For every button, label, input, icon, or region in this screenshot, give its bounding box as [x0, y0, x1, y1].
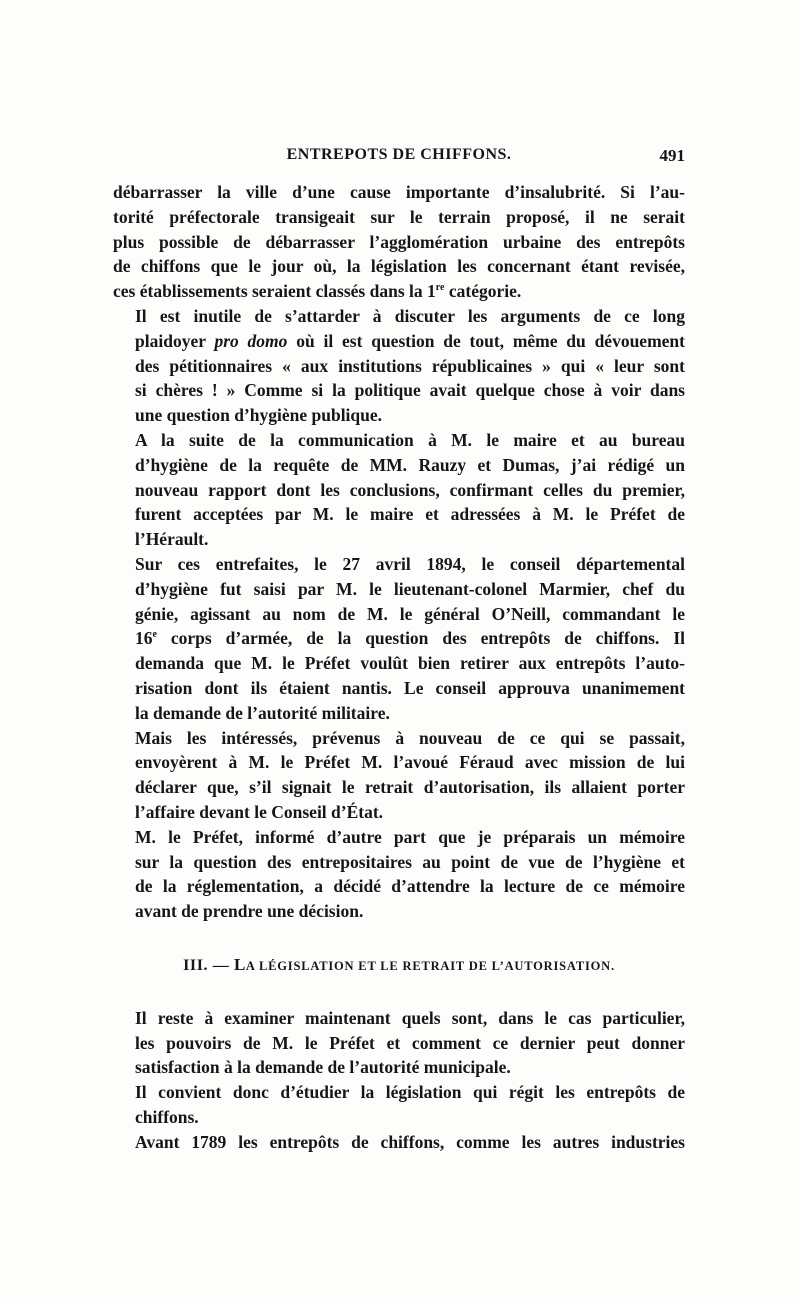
text-line: avant de prendre une décision.: [135, 901, 364, 922]
section-title: A LÉGISLATION ET LE RETRAIT DE L’AUTORISATION.: [245, 958, 615, 973]
text-line: plus possible de débarrasser l’agglomération urbaine des entrepôts: [113, 231, 685, 252]
text-span: où il est question de tout, même du dévouement: [287, 330, 685, 351]
text-line: d’hygiène de la requête de MM. Rauzy et Dumas, j’ai rédigé un: [135, 454, 685, 475]
page-number: 491: [659, 146, 685, 165]
section-title-initial: L: [233, 954, 246, 974]
running-head: [113, 146, 685, 170]
paragraph: [113, 304, 685, 428]
text-line: risation dont ils étaient nantis. Le conseil approuva unanimement: [135, 677, 685, 698]
text-span: ces établissements seraient classés dans la 1: [113, 281, 436, 302]
text-line: déclarer que, s’il signait le retrait d’autorisation, ils allaient porter: [135, 777, 685, 798]
text-span: 16: [135, 628, 153, 649]
text-span: plaidoyer: [135, 330, 215, 351]
text-line: génie, agissant au nom de M. le général O’Neill, commandant le: [135, 603, 685, 624]
superscript: e: [152, 629, 157, 641]
text-line: M. le Préfet, informé d’autre part que je préparais un mémoire: [135, 826, 685, 847]
body-text: [113, 180, 685, 1154]
italic-phrase: pro domo: [214, 330, 288, 351]
text-line: torité préfectorale transigeait sur le terrain proposé, il ne serait: [113, 206, 685, 227]
text-line: [113, 279, 685, 304]
paragraph: [113, 1080, 685, 1130]
text-line: Mais les intéressés, prévenus à nouveau de ce qui se passait,: [135, 727, 685, 748]
text-span: catégorie.: [444, 281, 522, 302]
text-line: chiffons.: [135, 1106, 199, 1127]
text-line: si chères ! » Comme si la politique avait quelque chose à voir dans: [135, 380, 685, 401]
superscript: re: [435, 282, 445, 294]
text-line: Il convient donc d’étudier la législation qui régit les entrepôts de: [135, 1082, 685, 1103]
paragraph: [113, 552, 685, 726]
text-line: de chiffons que le jour où, la législation les concernant étant revisée,: [113, 256, 685, 277]
text-line: Il reste à examiner maintenant quels sont, dans le cas particulier,: [135, 1007, 685, 1028]
paragraph: [113, 825, 685, 924]
paragraph: [113, 1130, 685, 1155]
running-title: ENTREPOTS DE CHIFFONS.: [286, 146, 512, 163]
section-heading: [113, 953, 685, 979]
text-line: [113, 329, 685, 354]
text-line: [113, 626, 685, 651]
text-line: l’Hérault.: [135, 529, 209, 550]
text-line: A la suite de la communication à M. le maire et au bureau: [135, 429, 685, 450]
paragraph: [113, 428, 685, 552]
text-line: Il est inutile de s’attarder à discuter les arguments de ce long: [135, 305, 685, 326]
text-line: nouveau rapport dont les conclusions, confirmant celles du premier,: [135, 479, 685, 500]
text-line: demanda que M. le Préfet voulût bien retirer aux entrepôts l’auto-: [135, 653, 685, 674]
text-line: furent acceptées par M. le maire et adressées à M. le Préfet de: [135, 504, 685, 525]
paragraph: [113, 180, 685, 304]
section-numeral: III. —: [183, 956, 234, 974]
text-line: envoyèrent à M. le Préfet M. l’avoué Féraud avec mission de lui: [135, 752, 685, 773]
text-line: des pétitionnaires « aux institutions républicaines » qui « leur sont: [135, 355, 685, 376]
text-line: la demande de l’autorité militaire.: [135, 702, 390, 723]
paragraph: [113, 1006, 685, 1080]
text-line: les pouvoirs de M. le Préfet et comment ce dernier peut donner: [135, 1032, 685, 1053]
text-line: une question d’hygiène publique.: [135, 405, 383, 426]
text-line: sur la question des entrepositaires au point de vue de l’hygiène et: [135, 851, 685, 872]
text-line: Avant 1789 les entrepôts de chiffons, comme les autres industries: [135, 1131, 685, 1152]
text-line: de la réglementation, a décidé d’attendre la lecture de ce mémoire: [135, 876, 685, 897]
text-line: Sur ces entrefaites, le 27 avril 1894, le conseil départemental: [135, 553, 685, 574]
text-line: satisfaction à la demande de l’autorité municipale.: [135, 1057, 511, 1078]
text-line: l’affaire devant le Conseil d’État.: [135, 801, 384, 822]
text-span: corps d’armée, de la question des entrepôts de chiffons. Il: [156, 628, 685, 649]
text-line: débarrasser la ville d’une cause importante d’insalubrité. Si l’au-: [113, 182, 685, 202]
text-line: d’hygiène fut saisi par M. le lieutenant-colonel Marmier, chef du: [135, 578, 685, 599]
paragraph: [113, 726, 685, 825]
